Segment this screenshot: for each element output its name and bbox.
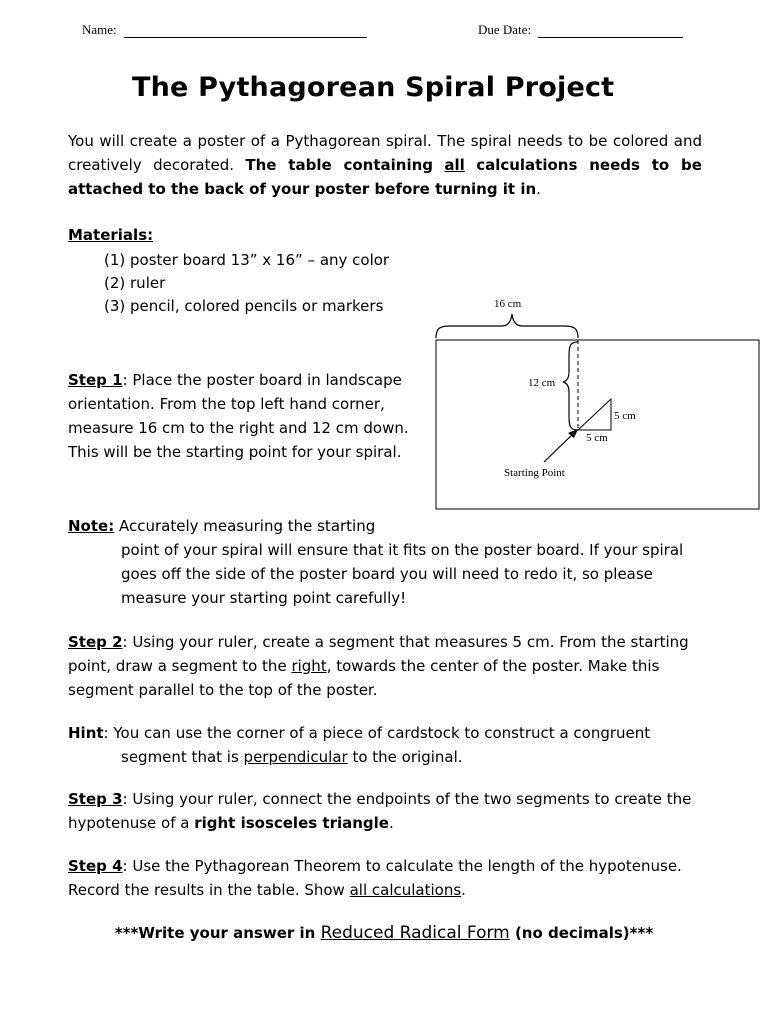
materials-list [104,249,389,318]
poster-board-diagram [430,292,768,522]
height-brace [563,342,578,430]
list-item: (1) poster board 13” x 16” – any color [104,251,390,269]
note-line-1: Accurately measuring the starting [114,517,376,535]
step-4-label: Step 4 [68,857,123,875]
step-4-all-calculations: all calculations [349,881,462,899]
hint-text-3: to the original. [347,748,463,766]
hint-perpendicular: perpendicular [243,748,348,766]
step-3-text-2: . [388,814,394,832]
hint-text-1: : You can use the corner of a piece of cardstock to construct a congruent [103,724,651,742]
intro-end: . [536,180,541,198]
final-reduced-radical: Reduced Radical Form [320,923,510,943]
vertical-leg-label: 5 cm [614,410,636,422]
step-4-text-2: . [461,881,466,899]
step-1-label: Step 1 [68,371,123,389]
step-4 [68,854,708,902]
step-2-text-1: : Using your ruler, create a segment that measures 5 cm. From the starting point, draw a segment to the [68,633,689,675]
intro-bold-all: all [444,156,465,174]
final-pre: ***Write your answer in [114,924,321,942]
step-3 [68,787,708,835]
poster-board-outline [436,340,759,509]
width-label: 16 cm [494,298,522,310]
list-item: (2) ruler [104,274,166,292]
step-3-label: Step 3 [68,790,123,808]
note [68,514,698,610]
intro-bold-2: calculations needs to be attached to the back of your poster before turning it in [68,156,702,198]
horizontal-leg-label: 5 cm [586,432,608,444]
note-text: point of your spiral will ensure that it fits on the poster board. If your spiral goes off the side of the poster board you will need to redo it, so please measure your starting point carefully! [121,541,684,607]
final-instruction [0,923,768,943]
hint-text-2: segment that is [121,748,244,766]
starting-point-label: Starting Point [504,467,565,479]
hint-label: Hint [68,724,104,742]
step-2-right: right [291,657,327,675]
step-3-text-1: : Using your ruler, connect the endpoints of the two segments to create the hypotenuse of a [68,790,692,832]
right-triangle [578,399,611,430]
name-field[interactable] [82,22,367,38]
step-2-label: Step 2 [68,633,123,651]
due-date-label: Due Date: [478,22,532,37]
name-label: Name: [82,22,117,37]
page-title: The Pythagorean Spiral Project [132,72,615,103]
name-blank[interactable] [124,23,367,38]
start-arrow [544,432,575,462]
hint [68,721,708,769]
width-brace [436,314,578,338]
step-2 [68,630,708,702]
height-label: 12 cm [528,377,556,389]
materials-heading: Materials: [68,226,154,244]
step-1 [68,368,418,464]
step-4-text-1: : Use the Pythagorean Theorem to calculate the length of the hypotenuse. Record the results in the table. Show [68,857,682,899]
due-date-field[interactable] [478,22,683,38]
step-2-text-2: , towards the center of the poster. Make this segment parallel to the top of the poster. [68,657,660,699]
intro-text: You will create a poster of a Pythagorean spiral. The spiral needs to be colored and creatively decorated. [68,132,702,174]
step-3-bold: right isosceles triangle [194,814,389,832]
due-date-blank[interactable] [538,23,683,38]
step-1-text: : Place the poster board in landscape orientation. From the top left hand corner, measure 16 cm to the right and 12 cm down. This will be the starting point for your spiral. [68,371,409,461]
intro-paragraph [68,129,702,201]
final-post: (no decimals)*** [509,924,654,942]
note-label: Note: [68,517,115,535]
list-item: (3) pencil, colored pencils or markers [104,297,384,315]
intro-bold-1: The table containing [245,156,434,174]
